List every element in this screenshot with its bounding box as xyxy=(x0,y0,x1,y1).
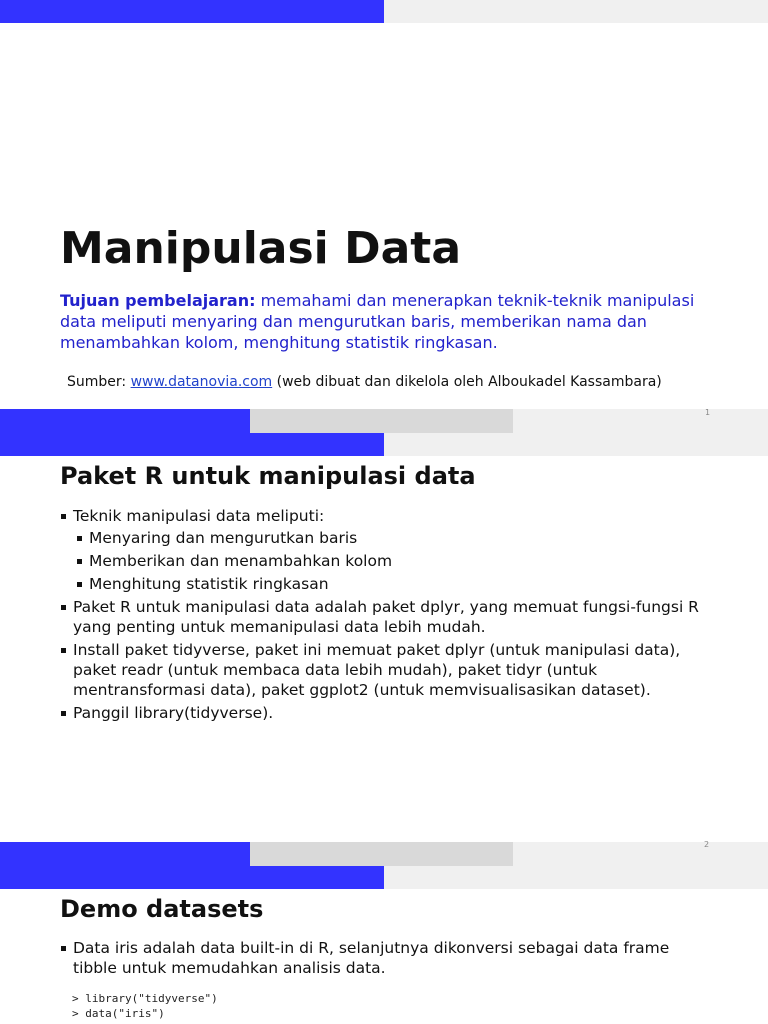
slide2-bullet-list xyxy=(60,506,710,726)
objective-text: memahami dan menerapkan teknik-teknik manipulasi data meliputi menyaring dan mengurutkan baris, memberikan nama dan menambahkan kolom, menghitung statistik ringkasan. xyxy=(60,291,695,352)
list-item: Install paket tidyverse, paket ini memuat paket dplyr (untuk manipulasi data), paket readr (untuk membaca data lebih mudah), paket tidyr (untuk mentransformasi data), paket ggplot2 (untuk memvisualisasikan dataset). xyxy=(60,640,710,700)
slide2-title: Paket R untuk manipulasi data xyxy=(60,462,476,490)
slide1-footer-bar-light xyxy=(513,409,768,433)
slide3-header-bar-gray xyxy=(384,866,768,889)
slide2-page-number: 2 xyxy=(704,840,710,849)
code-block xyxy=(72,991,218,1021)
sub-list-item: Menyaring dan mengurutkan baris xyxy=(73,528,710,548)
slide2-header-bar-blue xyxy=(0,433,384,456)
source-link[interactable]: www.datanovia.com xyxy=(130,374,273,390)
slide2-footer-bar-light xyxy=(513,842,768,866)
slide3-title: Demo datasets xyxy=(60,895,264,923)
slide1-header-bar-blue xyxy=(0,0,384,23)
sub-list-item: Menghitung statistik ringkasan xyxy=(73,574,710,594)
learning-objective xyxy=(60,290,710,353)
list-item: Paket R untuk manipulasi data adalah paket dplyr, yang memuat fungsi-fungsi R yang penting untuk memanipulasi data lebih mudah. xyxy=(60,597,710,637)
slide2-footer-bar-blue xyxy=(0,842,250,866)
slide1-footer-bar-blue xyxy=(0,409,250,433)
sub-bullet-list xyxy=(73,528,710,594)
slide2-footer-bar-gray xyxy=(250,842,513,866)
list-item: Data iris adalah data built-in di R, selanjutnya dikonversi sebagai data frame tibble untuk memudahkan analisis data. xyxy=(60,938,710,978)
objective-label: Tujuan pembelajaran: xyxy=(60,291,256,310)
slide3-bullet-list xyxy=(60,938,710,981)
slide1-footer-bar-gray xyxy=(250,409,513,433)
slide1-header-bar-gray xyxy=(384,0,768,23)
bullet-text: Teknik manipulasi data meliputi: xyxy=(73,507,325,525)
list-item xyxy=(60,506,710,594)
slide1-page-number: 1 xyxy=(705,408,711,417)
source-credit xyxy=(67,372,662,392)
sub-list-item: Memberikan dan menambahkan kolom xyxy=(73,551,710,571)
slide1-title: Manipulasi Data xyxy=(60,223,462,274)
source-suffix: (web dibuat dan dikelola oleh Alboukadel Kassambara) xyxy=(272,374,662,390)
slide2-header-bar-gray xyxy=(384,433,768,456)
list-item: Panggil library(tidyverse). xyxy=(60,703,710,723)
source-prefix: Sumber: xyxy=(67,374,131,390)
slide3-header-bar-blue xyxy=(0,866,384,889)
code-line: > library("tidyverse") xyxy=(72,992,218,1005)
code-line: > data("iris") xyxy=(72,1007,165,1020)
